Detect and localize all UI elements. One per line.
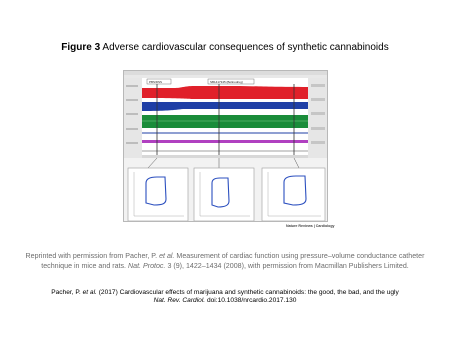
marker-mid-label: SB1417345 (Bolinodrug) (210, 80, 243, 84)
footer-brand: Nature Reviews (286, 224, 313, 228)
reprint-text-a: Reprinted with permission from Pacher, P. (25, 252, 160, 260)
figure-label: Figure 3 (61, 42, 101, 53)
figure-title (0, 42, 450, 53)
signal-trace (142, 140, 308, 143)
marker-left-label: PBS/DSS (149, 80, 163, 84)
reprint-text-d: 3 (9), 1422–1434 (2008), with permission from Macmillan Publishers Limited. (165, 262, 409, 270)
software-screenshot (124, 71, 328, 222)
citation-line-1 (0, 289, 450, 297)
reprint-notice (0, 251, 450, 271)
reprint-line-2 (0, 261, 450, 271)
citation (0, 289, 450, 305)
flow-trace (142, 115, 308, 128)
reprint-text-c: technique in mice and rats. (41, 262, 128, 270)
reprint-text-b: Measurement of cardiac function using pressure–volume conductance catheter (174, 252, 425, 260)
citation-title: (2017) Cardiovascular effects of marijuana and synthetic cannabinoids: the good, the bad, and the ugly (96, 289, 399, 296)
pv-loop-panel-right (262, 168, 325, 221)
time-axis (142, 155, 308, 158)
pressure-volume-figure (123, 70, 328, 222)
reprint-etal: et al. (159, 252, 175, 260)
pv-loop-panel-left (128, 168, 188, 221)
footer-journal: Cardiology (315, 224, 335, 228)
reprint-line-1 (0, 251, 450, 261)
window-menubar (124, 71, 328, 75)
reprint-journal: Nat. Protoc. (128, 262, 166, 270)
figure-footer: Nature Reviews | Cardiology (286, 224, 335, 228)
window-toolbar (124, 75, 328, 78)
figure-title-text: Adverse cardiovascular consequences of synthetic cannabinoids (102, 42, 389, 53)
citation-etal: et al. (82, 289, 97, 296)
citation-doi: doi:10.1038/nrcardio.2017.130 (205, 297, 297, 304)
scale-panel (308, 78, 328, 158)
citation-line-2 (0, 297, 450, 305)
callout-left (148, 158, 157, 168)
citation-journal: Nat. Rev. Cardiol. (153, 297, 206, 304)
pv-loop-panel-mid (194, 168, 254, 221)
citation-authors: Pacher, P. (51, 289, 83, 296)
callout-right (294, 158, 299, 168)
channel-panel (124, 78, 142, 158)
